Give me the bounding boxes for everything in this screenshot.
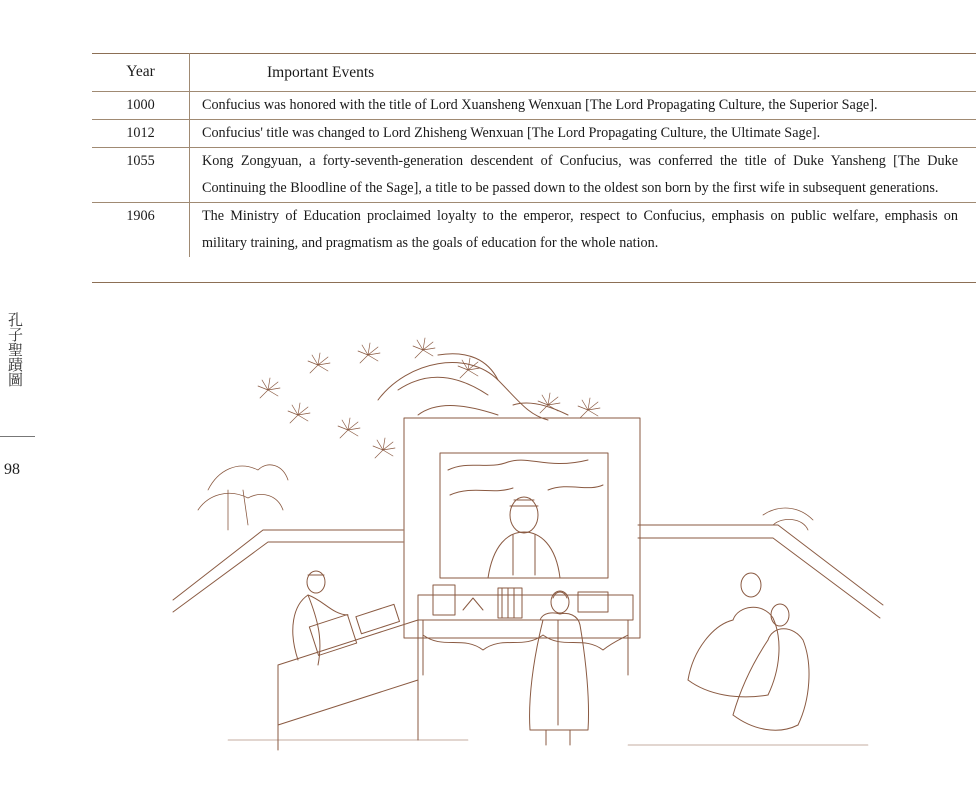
events-table	[92, 53, 976, 257]
side-divider	[0, 436, 35, 437]
table-row	[92, 203, 976, 258]
pine-tree	[258, 338, 600, 458]
standing-figure	[530, 591, 589, 745]
table-header-row	[92, 53, 976, 92]
table-row	[92, 92, 976, 120]
header-year: Year	[92, 53, 190, 92]
woodblock-illustration	[168, 320, 888, 752]
altar-table	[418, 585, 633, 675]
book-title-vertical: 孔子聖蹟圖	[6, 312, 24, 387]
page-number: 98	[4, 461, 20, 478]
event-cell: The Ministry of Education proclaimed loyalty to the emperor, respect to Confucius, emphasis on public welfare, emphasis on military training, and pragmatism as the goals of education for the whole nation.	[202, 208, 958, 251]
year-cell: 1000	[92, 92, 190, 120]
event-cell: Confucius' title was changed to Lord Zhisheng Wenxuan [The Lord Propagating Culture, the Ultimate Sage].	[202, 125, 821, 141]
event-cell: Confucius was honored with the title of Lord Xuansheng Wenxuan [The Lord Propagating Culture, the Superior Sage].	[202, 97, 878, 113]
event-cell: Kong Zongyuan, a forty-seventh-generation descendent of Confucius, was conferred the title of Duke Yansheng [The Duke Continuing the Bloodline of the Sage], a title to be passed down to the oldest son born by the first wife in subsequent generations.	[202, 153, 958, 196]
table-row	[92, 120, 976, 148]
left-shrub	[198, 465, 288, 530]
seated-figures-right	[688, 573, 809, 730]
header-events: Important Events	[267, 63, 375, 81]
ground	[228, 740, 868, 745]
right-shrub	[763, 508, 813, 530]
table-bottom-rule	[92, 282, 976, 283]
year-cell: 1906	[92, 203, 190, 258]
terrace-walls	[173, 525, 883, 618]
table-row	[92, 148, 976, 203]
year-cell: 1012	[92, 120, 190, 148]
writing-desk	[278, 604, 418, 750]
year-cell: 1055	[92, 148, 190, 203]
